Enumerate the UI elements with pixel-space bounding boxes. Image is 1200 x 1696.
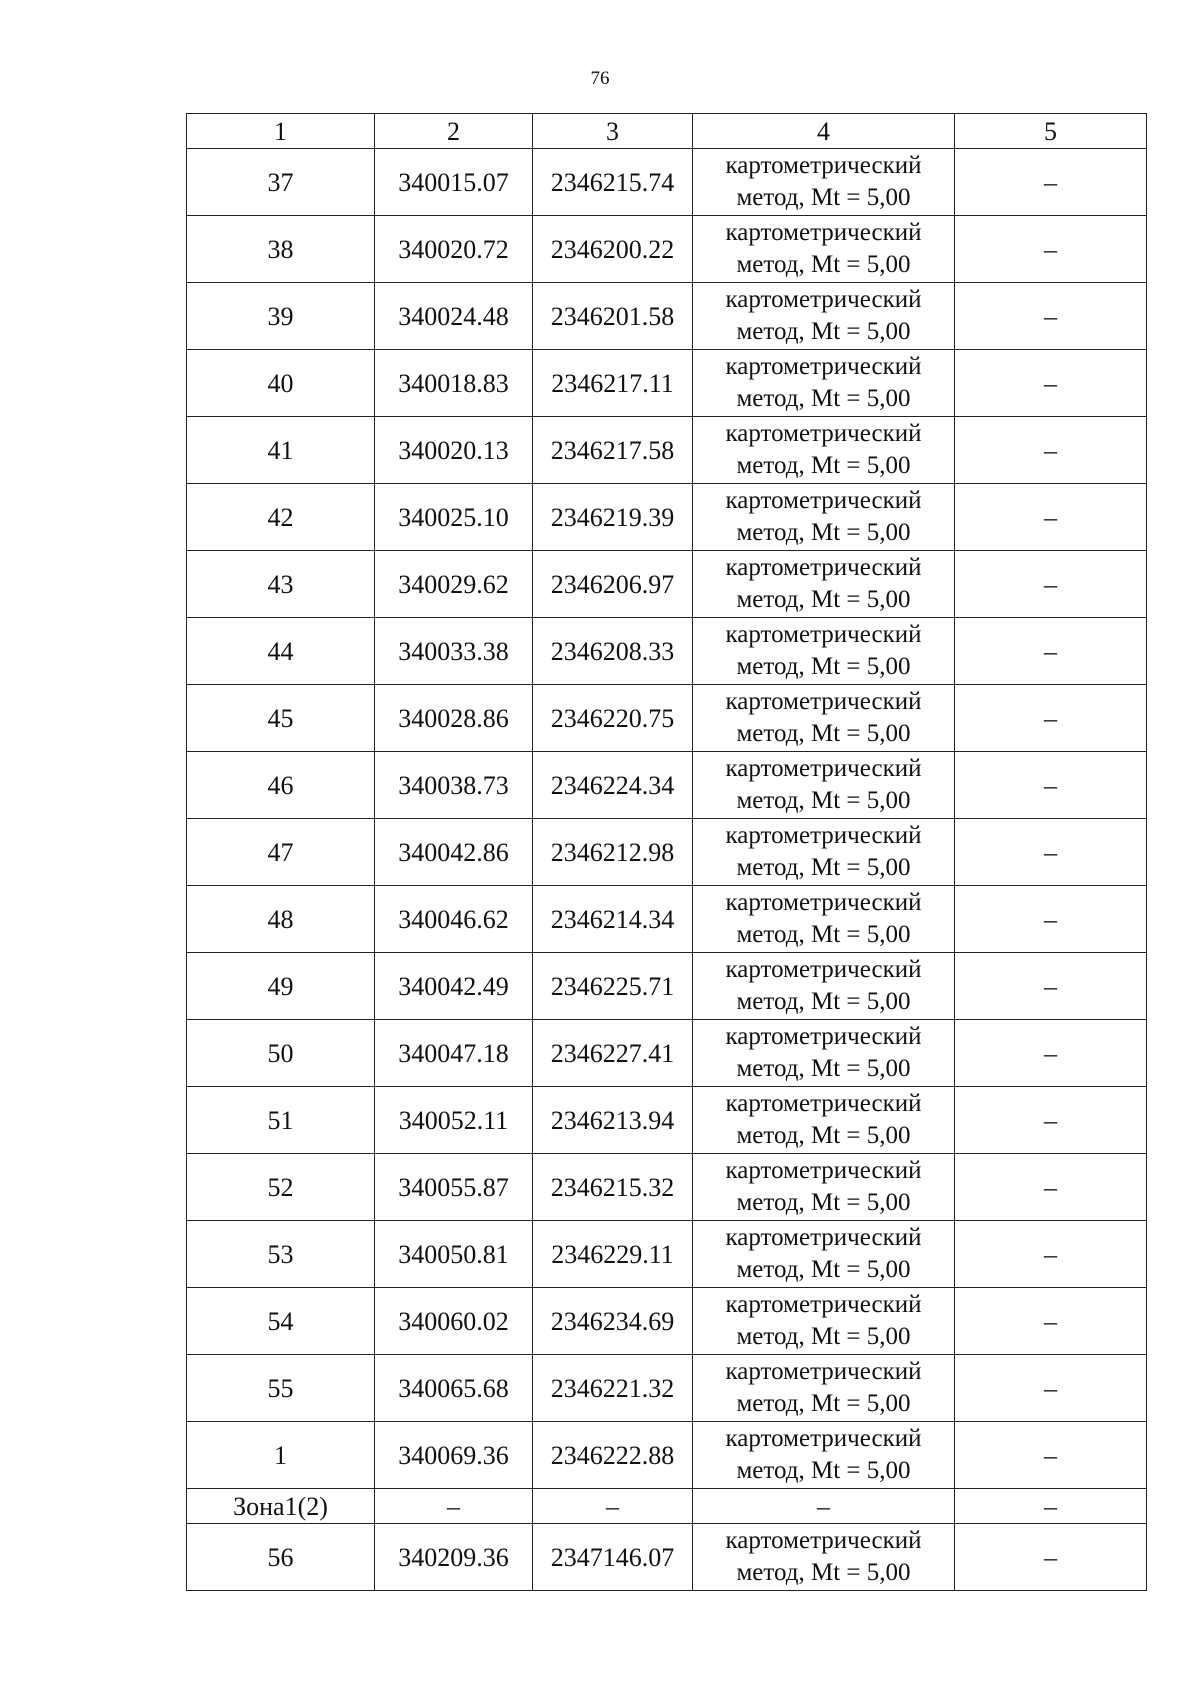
x-coordinate-cell: 340050.81 bbox=[375, 1221, 533, 1288]
method-cell: картометрический метод, Mt = 5,00 bbox=[693, 1020, 955, 1087]
point-number-cell: 1 bbox=[187, 1422, 375, 1489]
x-coordinate-cell: 340065.68 bbox=[375, 1355, 533, 1422]
table-row bbox=[187, 1154, 1147, 1221]
table-row bbox=[187, 1524, 1147, 1591]
method-cell: картометрический метод, Mt = 5,00 bbox=[693, 1355, 955, 1422]
table-body bbox=[187, 114, 1147, 1591]
table-row bbox=[187, 484, 1147, 551]
point-number-cell: 43 bbox=[187, 551, 375, 618]
x-coordinate-cell: 340046.62 bbox=[375, 886, 533, 953]
x-coordinate-cell: 340055.87 bbox=[375, 1154, 533, 1221]
point-number-cell: 45 bbox=[187, 685, 375, 752]
method-cell: картометрический метод, Mt = 5,00 bbox=[693, 886, 955, 953]
note-cell: – bbox=[955, 1154, 1147, 1221]
note-cell: – bbox=[955, 551, 1147, 618]
x-coordinate-cell: 340033.38 bbox=[375, 618, 533, 685]
method-cell: картометрический метод, Mt = 5,00 bbox=[693, 1221, 955, 1288]
y-coordinate-cell: 2346234.69 bbox=[533, 1288, 693, 1355]
page-number: 76 bbox=[590, 68, 610, 89]
point-number-cell: 48 bbox=[187, 886, 375, 953]
method-cell: картометрический метод, Mt = 5,00 bbox=[693, 618, 955, 685]
note-cell: – bbox=[955, 752, 1147, 819]
point-number-cell: 37 bbox=[187, 149, 375, 216]
point-number-cell: 47 bbox=[187, 819, 375, 886]
y-coordinate-cell: 2346221.32 bbox=[533, 1355, 693, 1422]
point-number-cell: 39 bbox=[187, 283, 375, 350]
y-coordinate-cell: 2346224.34 bbox=[533, 752, 693, 819]
y-coordinate-cell: 2346229.11 bbox=[533, 1221, 693, 1288]
header-cell-2: 2 bbox=[375, 114, 533, 149]
point-number-cell: 49 bbox=[187, 953, 375, 1020]
method-cell: картометрический метод, Mt = 5,00 bbox=[693, 350, 955, 417]
note-cell: – bbox=[955, 216, 1147, 283]
x-coordinate-cell: 340047.18 bbox=[375, 1020, 533, 1087]
point-number-cell: 42 bbox=[187, 484, 375, 551]
x-coordinate-cell: 340042.49 bbox=[375, 953, 533, 1020]
note-cell: – bbox=[955, 953, 1147, 1020]
x-coordinate-cell: 340015.07 bbox=[375, 149, 533, 216]
point-number-cell: 52 bbox=[187, 1154, 375, 1221]
table-row bbox=[187, 685, 1147, 752]
y-coordinate-cell: 2346214.34 bbox=[533, 886, 693, 953]
point-number-cell: Зона1(2) bbox=[187, 1489, 375, 1524]
table-row bbox=[187, 752, 1147, 819]
table-row bbox=[187, 1288, 1147, 1355]
method-cell: картометрический метод, Mt = 5,00 bbox=[693, 1524, 955, 1591]
y-coordinate-cell: 2346215.32 bbox=[533, 1154, 693, 1221]
zone-row bbox=[187, 1489, 1147, 1524]
table-row bbox=[187, 1422, 1147, 1489]
method-cell: – bbox=[693, 1489, 955, 1524]
note-cell: – bbox=[955, 1524, 1147, 1591]
table-header-row bbox=[187, 114, 1147, 149]
y-coordinate-cell: 2346213.94 bbox=[533, 1087, 693, 1154]
method-cell: картометрический метод, Mt = 5,00 bbox=[693, 752, 955, 819]
y-coordinate-cell: – bbox=[533, 1489, 693, 1524]
table-row bbox=[187, 283, 1147, 350]
y-coordinate-cell: 2346217.11 bbox=[533, 350, 693, 417]
table-row bbox=[187, 216, 1147, 283]
note-cell: – bbox=[955, 618, 1147, 685]
y-coordinate-cell: 2346222.88 bbox=[533, 1422, 693, 1489]
y-coordinate-cell: 2346200.22 bbox=[533, 216, 693, 283]
method-cell: картометрический метод, Mt = 5,00 bbox=[693, 1087, 955, 1154]
y-coordinate-cell: 2346206.97 bbox=[533, 551, 693, 618]
table-row bbox=[187, 1355, 1147, 1422]
note-cell: – bbox=[955, 1221, 1147, 1288]
table-row bbox=[187, 1221, 1147, 1288]
method-cell: картометрический метод, Mt = 5,00 bbox=[693, 484, 955, 551]
table-row bbox=[187, 417, 1147, 484]
table-row bbox=[187, 618, 1147, 685]
table-row bbox=[187, 819, 1147, 886]
table-row bbox=[187, 551, 1147, 618]
point-number-cell: 50 bbox=[187, 1020, 375, 1087]
note-cell: – bbox=[955, 1020, 1147, 1087]
point-number-cell: 55 bbox=[187, 1355, 375, 1422]
x-coordinate-cell: 340018.83 bbox=[375, 350, 533, 417]
point-number-cell: 41 bbox=[187, 417, 375, 484]
note-cell: – bbox=[955, 283, 1147, 350]
x-coordinate-cell: 340020.72 bbox=[375, 216, 533, 283]
method-cell: картометрический метод, Mt = 5,00 bbox=[693, 1422, 955, 1489]
table-row bbox=[187, 953, 1147, 1020]
point-number-cell: 51 bbox=[187, 1087, 375, 1154]
note-cell: – bbox=[955, 417, 1147, 484]
coordinates-table bbox=[186, 113, 1147, 1591]
y-coordinate-cell: 2346208.33 bbox=[533, 618, 693, 685]
note-cell: – bbox=[955, 819, 1147, 886]
header-cell-4: 4 bbox=[693, 114, 955, 149]
note-cell: – bbox=[955, 350, 1147, 417]
y-coordinate-cell: 2346217.58 bbox=[533, 417, 693, 484]
method-cell: картометрический метод, Mt = 5,00 bbox=[693, 953, 955, 1020]
x-coordinate-cell: – bbox=[375, 1489, 533, 1524]
method-cell: картометрический метод, Mt = 5,00 bbox=[693, 283, 955, 350]
method-cell: картометрический метод, Mt = 5,00 bbox=[693, 551, 955, 618]
x-coordinate-cell: 340029.62 bbox=[375, 551, 533, 618]
x-coordinate-cell: 340060.02 bbox=[375, 1288, 533, 1355]
table-row bbox=[187, 1087, 1147, 1154]
x-coordinate-cell: 340038.73 bbox=[375, 752, 533, 819]
x-coordinate-cell: 340052.11 bbox=[375, 1087, 533, 1154]
y-coordinate-cell: 2346227.41 bbox=[533, 1020, 693, 1087]
note-cell: – bbox=[955, 685, 1147, 752]
note-cell: – bbox=[955, 1489, 1147, 1524]
table-row bbox=[187, 886, 1147, 953]
table-row bbox=[187, 149, 1147, 216]
method-cell: картометрический метод, Mt = 5,00 bbox=[693, 1288, 955, 1355]
note-cell: – bbox=[955, 1422, 1147, 1489]
y-coordinate-cell: 2346212.98 bbox=[533, 819, 693, 886]
x-coordinate-cell: 340209.36 bbox=[375, 1524, 533, 1591]
note-cell: – bbox=[955, 1355, 1147, 1422]
y-coordinate-cell: 2346219.39 bbox=[533, 484, 693, 551]
note-cell: – bbox=[955, 1288, 1147, 1355]
header-cell-5: 5 bbox=[955, 114, 1147, 149]
x-coordinate-cell: 340025.10 bbox=[375, 484, 533, 551]
header-cell-3: 3 bbox=[533, 114, 693, 149]
y-coordinate-cell: 2346220.75 bbox=[533, 685, 693, 752]
method-cell: картометрический метод, Mt = 5,00 bbox=[693, 149, 955, 216]
point-number-cell: 53 bbox=[187, 1221, 375, 1288]
x-coordinate-cell: 340020.13 bbox=[375, 417, 533, 484]
y-coordinate-cell: 2346201.58 bbox=[533, 283, 693, 350]
y-coordinate-cell: 2346225.71 bbox=[533, 953, 693, 1020]
method-cell: картометрический метод, Mt = 5,00 bbox=[693, 417, 955, 484]
x-coordinate-cell: 340042.86 bbox=[375, 819, 533, 886]
point-number-cell: 54 bbox=[187, 1288, 375, 1355]
header-cell-1: 1 bbox=[187, 114, 375, 149]
point-number-cell: 38 bbox=[187, 216, 375, 283]
table-row bbox=[187, 1020, 1147, 1087]
x-coordinate-cell: 340024.48 bbox=[375, 283, 533, 350]
point-number-cell: 56 bbox=[187, 1524, 375, 1591]
method-cell: картометрический метод, Mt = 5,00 bbox=[693, 685, 955, 752]
table-row bbox=[187, 350, 1147, 417]
y-coordinate-cell: 2346215.74 bbox=[533, 149, 693, 216]
point-number-cell: 44 bbox=[187, 618, 375, 685]
note-cell: – bbox=[955, 149, 1147, 216]
method-cell: картометрический метод, Mt = 5,00 bbox=[693, 1154, 955, 1221]
x-coordinate-cell: 340028.86 bbox=[375, 685, 533, 752]
point-number-cell: 40 bbox=[187, 350, 375, 417]
method-cell: картометрический метод, Mt = 5,00 bbox=[693, 216, 955, 283]
x-coordinate-cell: 340069.36 bbox=[375, 1422, 533, 1489]
method-cell: картометрический метод, Mt = 5,00 bbox=[693, 819, 955, 886]
note-cell: – bbox=[955, 484, 1147, 551]
note-cell: – bbox=[955, 1087, 1147, 1154]
point-number-cell: 46 bbox=[187, 752, 375, 819]
y-coordinate-cell: 2347146.07 bbox=[533, 1524, 693, 1591]
note-cell: – bbox=[955, 886, 1147, 953]
